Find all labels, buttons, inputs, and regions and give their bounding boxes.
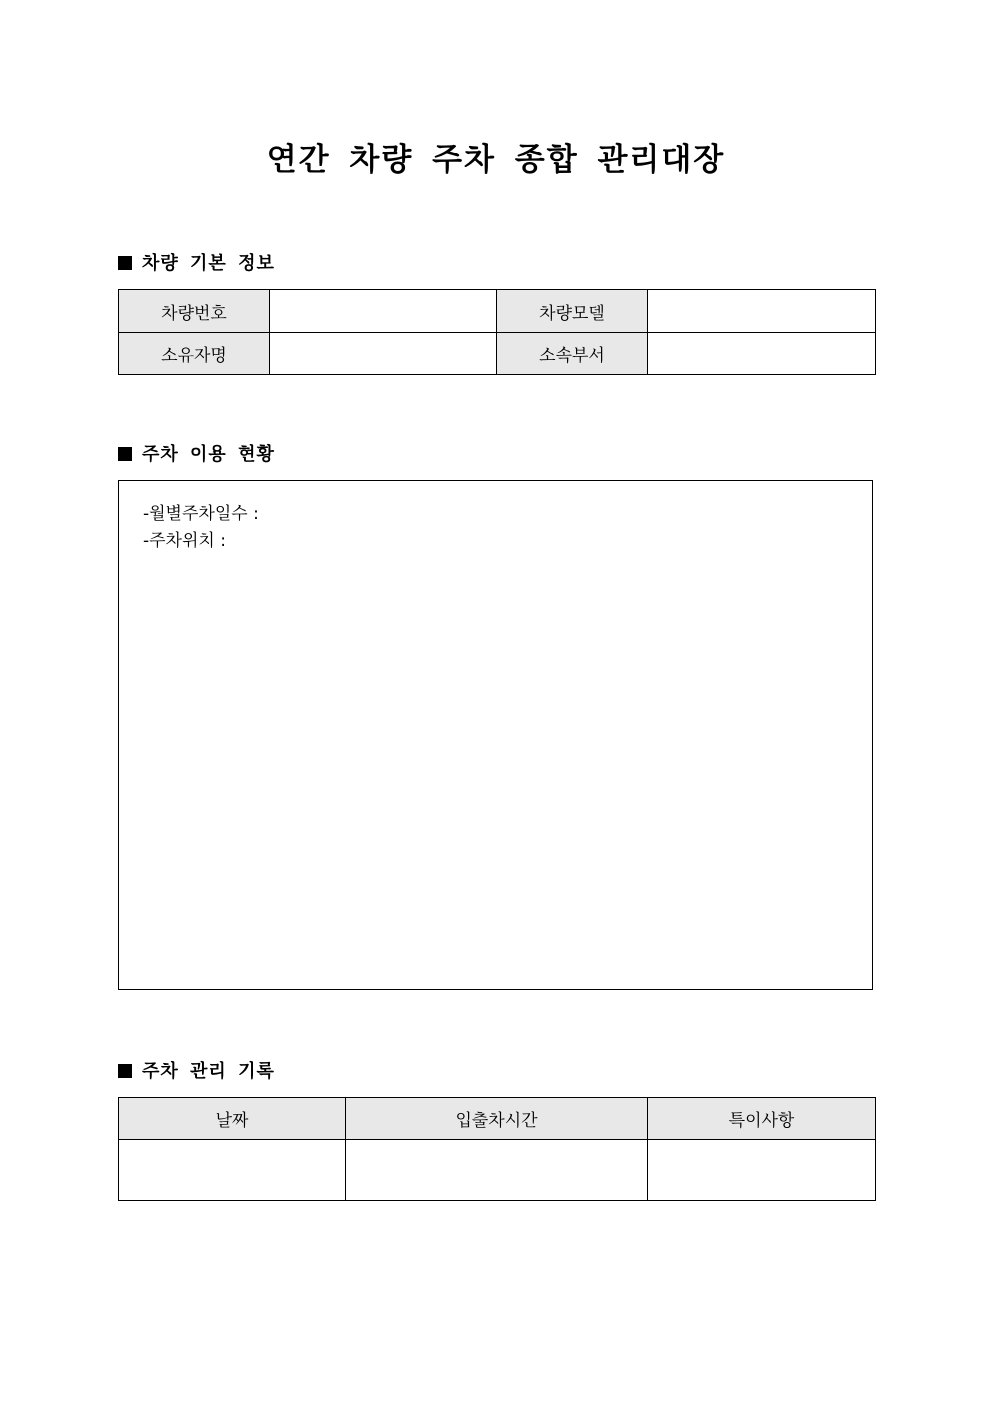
label-owner-name: 소유자명	[119, 333, 270, 375]
section-heading-vehicle-info	[118, 252, 275, 276]
table-row	[119, 333, 876, 375]
vehicle-info-table	[118, 289, 876, 375]
parking-records-table	[118, 1097, 876, 1201]
square-bullet-icon	[118, 1064, 132, 1078]
section-title: 주차 이용 현황	[142, 444, 275, 465]
label-vehicle-number: 차량번호	[119, 290, 270, 333]
square-bullet-icon	[118, 447, 132, 461]
department-field[interactable]	[648, 333, 876, 375]
label-department: 소속부서	[497, 333, 648, 375]
column-header-remarks: 특이사항	[648, 1098, 876, 1140]
table-row	[119, 1140, 876, 1201]
parking-usage-box[interactable]	[118, 480, 873, 990]
table-row	[119, 290, 876, 333]
remarks-cell[interactable]	[648, 1140, 876, 1201]
label-vehicle-model: 차량모델	[497, 290, 648, 333]
column-header-date: 날짜	[119, 1098, 346, 1140]
section-title: 차량 기본 정보	[142, 253, 275, 274]
vehicle-model-field[interactable]	[648, 290, 876, 333]
entry-exit-time-cell[interactable]	[346, 1140, 648, 1201]
section-title: 주차 관리 기록	[142, 1061, 275, 1082]
date-cell[interactable]	[119, 1140, 346, 1201]
column-header-entry-exit-time: 입출차시간	[346, 1098, 648, 1140]
owner-name-field[interactable]	[270, 333, 497, 375]
vehicle-number-field[interactable]	[270, 290, 497, 333]
monthly-parking-days-line: -월별주차일수 :	[143, 504, 259, 524]
square-bullet-icon	[118, 256, 132, 270]
table-header-row	[119, 1098, 876, 1140]
section-heading-parking-usage	[118, 443, 275, 467]
section-heading-parking-records	[118, 1060, 275, 1084]
parking-location-line: -주차위치 :	[143, 531, 226, 551]
page-title: 연간 차량 주차 종합 관리대장	[266, 142, 726, 178]
